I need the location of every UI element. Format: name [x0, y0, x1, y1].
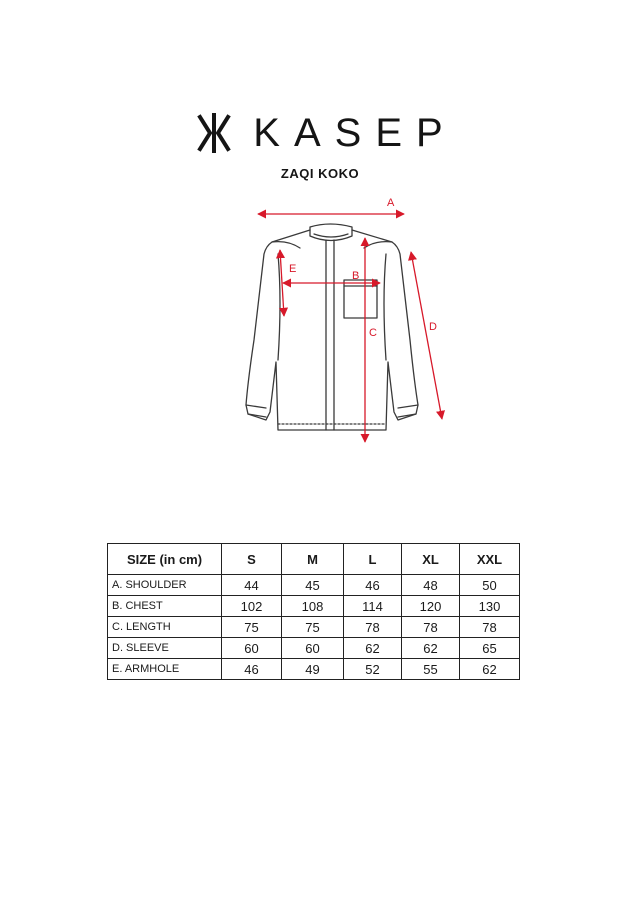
row-label: D. SLEEVE	[108, 638, 222, 659]
table-cell: 60	[282, 638, 344, 659]
table-cell: 78	[402, 617, 460, 638]
table-cell: 60	[222, 638, 282, 659]
table-cell: 114	[344, 596, 402, 617]
table-cell: 50	[460, 575, 520, 596]
row-label: B. CHEST	[108, 596, 222, 617]
brand-name: KASEP	[253, 111, 457, 155]
table-cell: 46	[344, 575, 402, 596]
shirt-diagram	[0, 190, 640, 450]
row-label: E. ARMHOLE	[108, 659, 222, 680]
size-header-s: S	[222, 544, 282, 575]
measurement-arrows	[258, 214, 442, 442]
kasep-logo-icon	[197, 113, 231, 153]
table-cell: 62	[402, 638, 460, 659]
table-cell: 52	[344, 659, 402, 680]
table-row	[108, 575, 520, 596]
table-cell: 108	[282, 596, 344, 617]
measure-e-label: E	[289, 263, 297, 275]
table-cell: 44	[222, 575, 282, 596]
row-label: A. SHOULDER	[108, 575, 222, 596]
table-cell: 62	[344, 638, 402, 659]
size-header-xxl: XXL	[460, 544, 520, 575]
table-cell: 46	[222, 659, 282, 680]
product-name: ZAQI KOKO	[280, 166, 360, 181]
table-cell: 55	[402, 659, 460, 680]
measure-c-label: C	[369, 327, 377, 339]
table-row	[108, 596, 520, 617]
size-header-xl: XL	[402, 544, 460, 575]
table-cell: 75	[282, 617, 344, 638]
row-label: C. LENGTH	[108, 617, 222, 638]
table-cell: 75	[222, 617, 282, 638]
table-row	[108, 638, 520, 659]
table-cell: 49	[282, 659, 344, 680]
measure-d-arrow	[411, 252, 442, 419]
table-cell: 48	[402, 575, 460, 596]
table-cell: 78	[344, 617, 402, 638]
brand-header	[0, 108, 640, 158]
table-cell: 130	[460, 596, 520, 617]
table-row	[108, 659, 520, 680]
measure-b-label: B	[352, 270, 360, 282]
table-cell: 78	[460, 617, 520, 638]
measure-a-label: A	[387, 197, 395, 209]
size-header-l: L	[344, 544, 402, 575]
measure-d-label: D	[429, 321, 437, 333]
table-cell: 65	[460, 638, 520, 659]
table-row	[108, 617, 520, 638]
size-table	[107, 543, 520, 680]
size-table-header	[108, 544, 520, 575]
shirt-outline	[246, 224, 418, 430]
table-cell: 62	[460, 659, 520, 680]
table-cell: 120	[402, 596, 460, 617]
size-header-m: M	[282, 544, 344, 575]
table-cell: 45	[282, 575, 344, 596]
table-cell: 102	[222, 596, 282, 617]
size-header-label: SIZE (in cm)	[108, 544, 222, 575]
